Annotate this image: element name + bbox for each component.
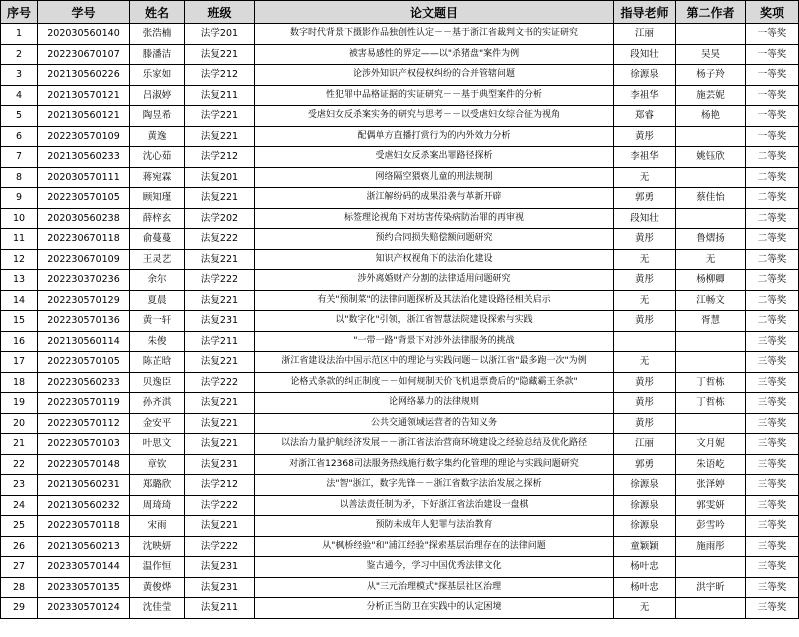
cell-class: 法学201: [185, 24, 255, 45]
cell-no: 7: [1, 147, 38, 168]
cell-advisor: 黄彤: [614, 413, 676, 434]
cell-title: 分析正当防卫在实践中的认定困境: [255, 598, 614, 619]
cell-no: 21: [1, 434, 38, 455]
cell-second-author: [676, 557, 746, 578]
cell-class: 法学202: [185, 208, 255, 229]
cell-no: 15: [1, 311, 38, 332]
table-row: [1, 126, 799, 147]
cell-name: 沈映妍: [130, 536, 185, 557]
cell-second-author: 丁哲栋: [676, 372, 746, 393]
header-second-author: 第二作者: [676, 1, 746, 24]
cell-award: 一等奖: [746, 24, 799, 45]
cell-class: 法复221: [185, 188, 255, 209]
cell-name: 薛梓玄: [130, 208, 185, 229]
cell-award: 一等奖: [746, 44, 799, 65]
cell-second-author: 江畅文: [676, 290, 746, 311]
header-student-id: 学号: [38, 1, 130, 24]
cell-award: 二等奖: [746, 290, 799, 311]
cell-name: 王灵艺: [130, 249, 185, 270]
cell-no: 19: [1, 393, 38, 414]
cell-name: 吕淑婷: [130, 85, 185, 106]
cell-class: 法学221: [185, 106, 255, 127]
cell-award: 三等奖: [746, 352, 799, 373]
cell-name: 黄一轩: [130, 311, 185, 332]
cell-no: 20: [1, 413, 38, 434]
cell-advisor: 黄彤: [614, 270, 676, 291]
cell-award: 三等奖: [746, 454, 799, 475]
table-row: [1, 598, 799, 619]
table-row: [1, 106, 799, 127]
cell-award: 二等奖: [746, 147, 799, 168]
table-row: [1, 249, 799, 270]
cell-class: 法复221: [185, 516, 255, 537]
table-row: [1, 188, 799, 209]
table-row: [1, 331, 799, 352]
cell-second-author: 吴昊: [676, 44, 746, 65]
cell-no: 4: [1, 85, 38, 106]
cell-name: 蒋宛霖: [130, 167, 185, 188]
cell-student-id: 202230570105: [38, 188, 130, 209]
cell-no: 17: [1, 352, 38, 373]
table-row: [1, 434, 799, 455]
cell-second-author: 胥慧: [676, 311, 746, 332]
cell-student-id: 202130560121: [38, 106, 130, 127]
cell-award: 三等奖: [746, 495, 799, 516]
cell-no: 18: [1, 372, 38, 393]
cell-no: 25: [1, 516, 38, 537]
cell-award: 二等奖: [746, 208, 799, 229]
cell-student-id: 202330570135: [38, 577, 130, 598]
cell-award: 三等奖: [746, 434, 799, 455]
cell-no: 26: [1, 536, 38, 557]
cell-second-author: 丁哲栋: [676, 393, 746, 414]
cell-class: 法复221: [185, 393, 255, 414]
cell-award: 一等奖: [746, 126, 799, 147]
cell-second-author: 无: [676, 249, 746, 270]
cell-class: 法复222: [185, 229, 255, 250]
cell-class: 法复221: [185, 249, 255, 270]
table-row: [1, 577, 799, 598]
cell-title: 论格式条款的纠正制度－－如何规制天价飞机退票费后的"隐藏霸王条款": [255, 372, 614, 393]
cell-second-author: [676, 24, 746, 45]
cell-class: 法复221: [185, 352, 255, 373]
header-advisor: 指导老师: [614, 1, 676, 24]
cell-advisor: 徐源泉: [614, 495, 676, 516]
cell-title: 受虐妇女反杀案实务的研究与思考－－以受虐妇女综合征为视角: [255, 106, 614, 127]
cell-award: 二等奖: [746, 249, 799, 270]
cell-award: 三等奖: [746, 557, 799, 578]
header-row: [1, 1, 799, 24]
cell-student-id: 202130560114: [38, 331, 130, 352]
cell-student-id: 202030570111: [38, 167, 130, 188]
cell-advisor: 徐源泉: [614, 65, 676, 86]
table-row: [1, 495, 799, 516]
cell-no: 11: [1, 229, 38, 250]
cell-no: 28: [1, 577, 38, 598]
cell-title: 从"枫桥经验"和"浦江经验"探索基层治理存在的法律问题: [255, 536, 614, 557]
cell-name: 夏晨: [130, 290, 185, 311]
cell-second-author: 姚钰欣: [676, 147, 746, 168]
cell-second-author: 洪宇昕: [676, 577, 746, 598]
cell-second-author: [676, 352, 746, 373]
cell-no: 9: [1, 188, 38, 209]
cell-title: 受虐妇女反杀案出罪路径探析: [255, 147, 614, 168]
cell-title: 对浙江省12368司法服务热线施行数字集约化管理的理论与实践问题研究: [255, 454, 614, 475]
cell-advisor: 徐源泉: [614, 516, 676, 537]
cell-no: 13: [1, 270, 38, 291]
cell-name: 朱俊: [130, 331, 185, 352]
cell-advisor: 黄彤: [614, 372, 676, 393]
cell-title: 网络隔空猥亵儿童的刑法规制: [255, 167, 614, 188]
cell-advisor: 黄彤: [614, 126, 676, 147]
cell-advisor: 童颖颖: [614, 536, 676, 557]
table-row: [1, 85, 799, 106]
cell-name: 黄逸: [130, 126, 185, 147]
header-award: 奖项: [746, 1, 799, 24]
cell-no: 23: [1, 475, 38, 496]
cell-advisor: 无: [614, 598, 676, 619]
cell-student-id: 202230570119: [38, 393, 130, 414]
cell-award: 三等奖: [746, 516, 799, 537]
header-name: 姓名: [130, 1, 185, 24]
cell-class: 法复221: [185, 290, 255, 311]
cell-advisor: 段知壮: [614, 208, 676, 229]
cell-second-author: [676, 167, 746, 188]
cell-student-id: 202230370236: [38, 270, 130, 291]
cell-name: 陶昱希: [130, 106, 185, 127]
cell-name: 叶思文: [130, 434, 185, 455]
table-row: [1, 229, 799, 250]
cell-student-id: 202330570144: [38, 557, 130, 578]
cell-no: 29: [1, 598, 38, 619]
cell-student-id: 202030560238: [38, 208, 130, 229]
cell-second-author: 彭雪吟: [676, 516, 746, 537]
table-row: [1, 536, 799, 557]
cell-title: 配偶单方直播打赏行为的内外效力分析: [255, 126, 614, 147]
cell-no: 27: [1, 557, 38, 578]
table-row: [1, 270, 799, 291]
cell-title: 公共交通领域运营者的告知义务: [255, 413, 614, 434]
cell-advisor: 郭勇: [614, 454, 676, 475]
cell-name: 郑璐欣: [130, 475, 185, 496]
table-row: [1, 208, 799, 229]
cell-second-author: [676, 331, 746, 352]
cell-class: 法学222: [185, 270, 255, 291]
table-row: [1, 147, 799, 168]
cell-advisor: 黄彤: [614, 311, 676, 332]
table-row: [1, 311, 799, 332]
cell-title: 从"三元治理模式"探基层社区治理: [255, 577, 614, 598]
cell-student-id: 202330570124: [38, 598, 130, 619]
cell-no: 14: [1, 290, 38, 311]
cell-title: 以"数字化"引领，浙江省智慧法院建设探索与实践: [255, 311, 614, 332]
cell-name: 滕潘洁: [130, 44, 185, 65]
cell-name: 俞蔓蔓: [130, 229, 185, 250]
cell-student-id: 202230570118: [38, 516, 130, 537]
cell-class: 法复221: [185, 126, 255, 147]
cell-title: 有关"预制菜"的法律问题探析及其法治化建设路径相关启示: [255, 290, 614, 311]
cell-second-author: [676, 413, 746, 434]
cell-award: 二等奖: [746, 167, 799, 188]
cell-no: 22: [1, 454, 38, 475]
cell-award: 三等奖: [746, 372, 799, 393]
cell-title: 数字时代背景下摄影作品独创性认定－－基于浙江省裁判文书的实证研究: [255, 24, 614, 45]
cell-student-id: 202130560226: [38, 65, 130, 86]
cell-class: 法学222: [185, 495, 255, 516]
cell-student-id: 202230570148: [38, 454, 130, 475]
cell-name: 余尔: [130, 270, 185, 291]
cell-class: 法复221: [185, 413, 255, 434]
cell-no: 24: [1, 495, 38, 516]
cell-name: 陈芷晗: [130, 352, 185, 373]
cell-advisor: 杨叶忠: [614, 577, 676, 598]
cell-class: 法复231: [185, 557, 255, 578]
cell-name: 温作恒: [130, 557, 185, 578]
cell-title: 浙江解纷码的成果沿袭与革新开辟: [255, 188, 614, 209]
table-row: [1, 413, 799, 434]
cell-advisor: 李祖华: [614, 85, 676, 106]
cell-advisor: 无: [614, 249, 676, 270]
cell-student-id: 202230670107: [38, 44, 130, 65]
header-class: 班级: [185, 1, 255, 24]
cell-class: 法学212: [185, 475, 255, 496]
cell-advisor: 江丽: [614, 24, 676, 45]
cell-student-id: 202130560213: [38, 536, 130, 557]
cell-class: 法复211: [185, 598, 255, 619]
cell-title: 论网络暴力的法律规则: [255, 393, 614, 414]
cell-second-author: 蔡佳怡: [676, 188, 746, 209]
cell-second-author: [676, 126, 746, 147]
cell-name: 周琦琦: [130, 495, 185, 516]
cell-title: 以善法责任制为矛，下好浙江省法治建设一盘棋: [255, 495, 614, 516]
table-row: [1, 352, 799, 373]
cell-no: 8: [1, 167, 38, 188]
cell-second-author: 张泽婷: [676, 475, 746, 496]
cell-award: 三等奖: [746, 577, 799, 598]
cell-advisor: 郑睿: [614, 106, 676, 127]
cell-no: 16: [1, 331, 38, 352]
cell-title: 以法治力量护航经济发展－－浙江省法治营商环境建设之经验总结及优化路径: [255, 434, 614, 455]
cell-advisor: 李祖华: [614, 147, 676, 168]
cell-title: 法"智"浙江，数字先锋－－浙江省数字法治发展之探析: [255, 475, 614, 496]
cell-no: 3: [1, 65, 38, 86]
cell-class: 法学212: [185, 147, 255, 168]
cell-award: 一等奖: [746, 106, 799, 127]
cell-second-author: 杨艳: [676, 106, 746, 127]
cell-title: "一带一路"背景下对涉外法律服务的挑战: [255, 331, 614, 352]
cell-title: 标签理论视角下对坊害传染病防治罪的再审视: [255, 208, 614, 229]
cell-class: 法复231: [185, 454, 255, 475]
cell-class: 法复211: [185, 85, 255, 106]
cell-no: 10: [1, 208, 38, 229]
cell-class: 法复231: [185, 577, 255, 598]
cell-award: 三等奖: [746, 331, 799, 352]
cell-student-id: 202030560140: [38, 24, 130, 45]
cell-second-author: [676, 598, 746, 619]
cell-title: 鉴古通今，学习中国优秀法律文化: [255, 557, 614, 578]
cell-student-id: 202230570105: [38, 352, 130, 373]
cell-title: 被害易感性的界定——以"杀猪盘"案件为例: [255, 44, 614, 65]
cell-award: 二等奖: [746, 311, 799, 332]
cell-title: 浙江省建设法治中国示范区中的理论与实践问题－以浙江省"最多跑一次"为例: [255, 352, 614, 373]
cell-award: 二等奖: [746, 270, 799, 291]
cell-title: 涉外离婚财产分割的法律适用问题研究: [255, 270, 614, 291]
table-row: [1, 454, 799, 475]
cell-award: 三等奖: [746, 598, 799, 619]
cell-title: 知识产权视角下的法治化建设: [255, 249, 614, 270]
cell-advisor: [614, 331, 676, 352]
cell-advisor: 杨叶忠: [614, 557, 676, 578]
cell-class: 法复231: [185, 311, 255, 332]
cell-second-author: 郭雯妍: [676, 495, 746, 516]
cell-award: 二等奖: [746, 188, 799, 209]
cell-name: 孙齐淇: [130, 393, 185, 414]
table-body: [1, 24, 799, 619]
cell-name: 沈心茹: [130, 147, 185, 168]
cell-student-id: 202230570112: [38, 413, 130, 434]
cell-name: 张浩楠: [130, 24, 185, 45]
cell-second-author: 杨子羚: [676, 65, 746, 86]
cell-advisor: 段知壮: [614, 44, 676, 65]
cell-second-author: 鲁熠扬: [676, 229, 746, 250]
cell-student-id: 202130560233: [38, 147, 130, 168]
cell-no: 12: [1, 249, 38, 270]
cell-advisor: 无: [614, 352, 676, 373]
cell-title: 论涉外知识产权侵权纠纷的合并管辖问题: [255, 65, 614, 86]
table-row: [1, 44, 799, 65]
cell-student-id: 202230570103: [38, 434, 130, 455]
cell-class: 法学211: [185, 331, 255, 352]
cell-name: 金安平: [130, 413, 185, 434]
cell-title: 性犯罪中品格证据的实证研究－－基于典型案件的分析: [255, 85, 614, 106]
cell-second-author: 杨柳卿: [676, 270, 746, 291]
table-row: [1, 475, 799, 496]
table-row: [1, 393, 799, 414]
cell-advisor: 郭勇: [614, 188, 676, 209]
cell-student-id: 202230570136: [38, 311, 130, 332]
table-row: [1, 167, 799, 188]
cell-class: 法复221: [185, 434, 255, 455]
cell-class: 法复221: [185, 44, 255, 65]
cell-no: 1: [1, 24, 38, 45]
cell-advisor: 江丽: [614, 434, 676, 455]
table-row: [1, 516, 799, 537]
cell-student-id: 202130570121: [38, 85, 130, 106]
cell-class: 法学222: [185, 372, 255, 393]
cell-award: 三等奖: [746, 393, 799, 414]
cell-name: 宋雨: [130, 516, 185, 537]
cell-second-author: 施雨彤: [676, 536, 746, 557]
cell-class: 法复201: [185, 167, 255, 188]
cell-student-id: 202230670118: [38, 229, 130, 250]
table-row: [1, 290, 799, 311]
cell-class: 法学222: [185, 536, 255, 557]
cell-award: 三等奖: [746, 475, 799, 496]
cell-student-id: 202230570129: [38, 290, 130, 311]
cell-second-author: 施芸妮: [676, 85, 746, 106]
cell-advisor: 徐源泉: [614, 475, 676, 496]
table-row: [1, 65, 799, 86]
table-row: [1, 557, 799, 578]
cell-award: 一等奖: [746, 65, 799, 86]
cell-name: 乐家如: [130, 65, 185, 86]
cell-student-id: 202230570109: [38, 126, 130, 147]
cell-award: 二等奖: [746, 229, 799, 250]
cell-advisor: 无: [614, 167, 676, 188]
cell-name: 贝逸臣: [130, 372, 185, 393]
cell-no: 2: [1, 44, 38, 65]
header-title: 论文题目: [255, 1, 614, 24]
cell-student-id: 202130560232: [38, 495, 130, 516]
header-no: 序号: [1, 1, 38, 24]
cell-advisor: 黄彤: [614, 393, 676, 414]
cell-award: 一等奖: [746, 85, 799, 106]
table-row: [1, 24, 799, 45]
table-row: [1, 372, 799, 393]
cell-student-id: 202230560233: [38, 372, 130, 393]
cell-name: 章钦: [130, 454, 185, 475]
cell-no: 6: [1, 126, 38, 147]
cell-name: 沈佳莹: [130, 598, 185, 619]
cell-award: 三等奖: [746, 536, 799, 557]
cell-title: 预约合同损失赔偿额问题研究: [255, 229, 614, 250]
cell-name: 顾知瑾: [130, 188, 185, 209]
cell-title: 预防未成年人犯罪与法治教育: [255, 516, 614, 537]
cell-second-author: 文月妮: [676, 434, 746, 455]
cell-second-author: [676, 208, 746, 229]
cell-advisor: 黄彤: [614, 229, 676, 250]
cell-advisor: 无: [614, 290, 676, 311]
cell-class: 法学212: [185, 65, 255, 86]
cell-student-id: 202130560231: [38, 475, 130, 496]
cell-name: 黄俊烨: [130, 577, 185, 598]
cell-no: 5: [1, 106, 38, 127]
cell-student-id: 202230670109: [38, 249, 130, 270]
cell-second-author: 朱语屹: [676, 454, 746, 475]
cell-award: 三等奖: [746, 413, 799, 434]
